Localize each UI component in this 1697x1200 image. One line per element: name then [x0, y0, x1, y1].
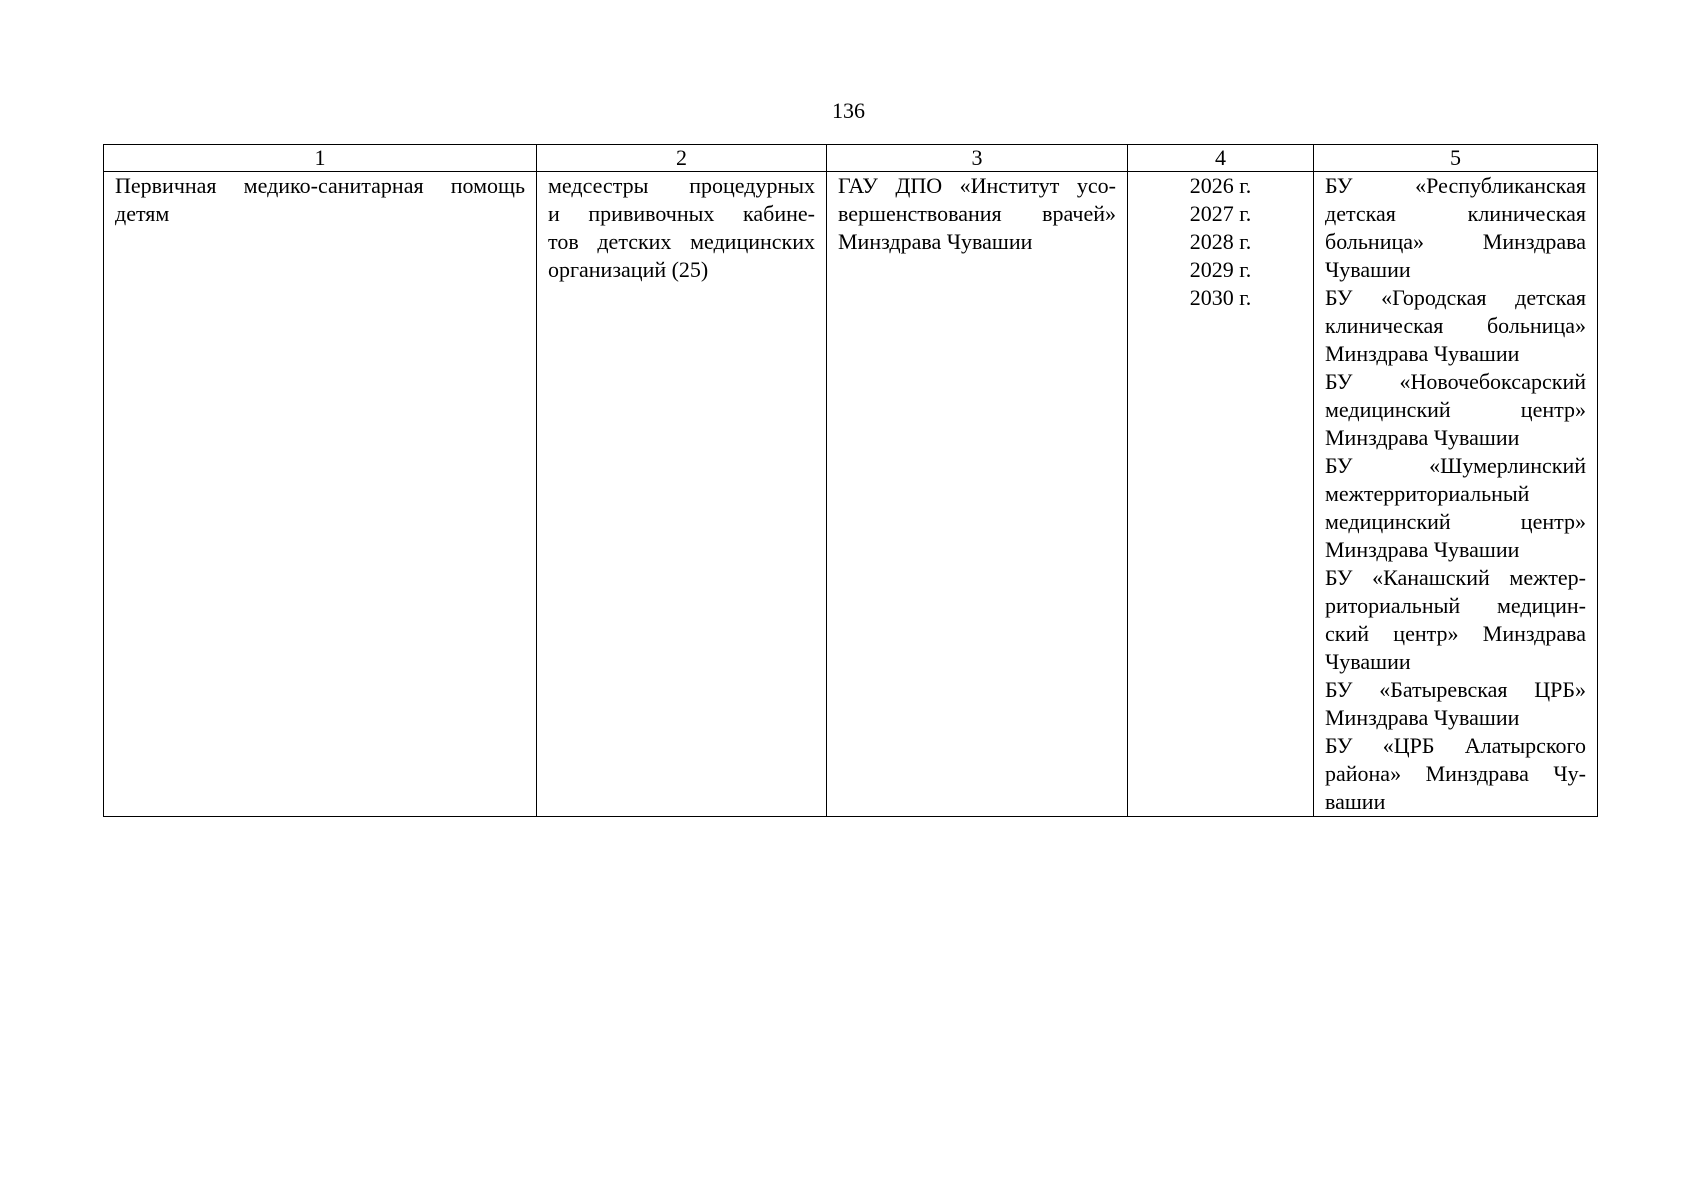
cell-training-institution	[827, 172, 1128, 817]
organization-line: риториальный медицин-	[1325, 593, 1586, 618]
organization-line: БУ «Республиканская	[1325, 173, 1586, 198]
specialists-line: медсестры процедурных	[548, 173, 815, 198]
column-header-3: 3	[827, 145, 1128, 172]
cell-years	[1128, 172, 1314, 817]
organization-line: Чувашии	[1325, 257, 1411, 282]
specialists-line: тов детских медицинских	[548, 229, 815, 254]
organization-line: БУ «Городская детская	[1325, 285, 1586, 310]
column-header-5: 5	[1314, 145, 1598, 172]
year-item: 2029 г.	[1189, 257, 1252, 282]
column-header-1: 1	[104, 145, 537, 172]
organization-line: БУ «Шумерлинский	[1325, 453, 1586, 478]
organization-line: БУ «Батыревская ЦРБ»	[1325, 677, 1586, 702]
organization-line: Чувашии	[1325, 649, 1411, 674]
organization-line: БУ «Канашский межтер-	[1325, 565, 1586, 590]
organization-line: Минздрава Чувашии	[1325, 425, 1520, 450]
organization-line: района» Минздрава Чу-	[1325, 761, 1586, 786]
year-item: 2026 г.	[1189, 173, 1252, 198]
organization-line: ский центр» Минздрава	[1325, 621, 1586, 646]
year-item: 2030 г.	[1189, 285, 1252, 310]
document-table	[103, 144, 1598, 817]
organization-line: вашии	[1325, 789, 1386, 814]
organization-line: клиническая больница»	[1325, 313, 1586, 338]
organization-line: Минздрава Чувашии	[1325, 537, 1520, 562]
care-type-text: Первичная медико-санитарная помощь детям	[115, 173, 525, 226]
year-item: 2028 г.	[1189, 229, 1252, 254]
specialists-line: и прививочных кабине-	[548, 201, 815, 226]
table-row	[104, 172, 1598, 817]
organization-line: медицинский центр»	[1325, 397, 1586, 422]
organization-line: межтерриториальный	[1325, 481, 1530, 506]
cell-specialists	[537, 172, 827, 817]
specialists-line: организаций (25)	[548, 257, 709, 282]
cell-care-type	[104, 172, 537, 817]
column-header-4: 4	[1128, 145, 1314, 172]
organization-line: больница» Минздрава	[1325, 229, 1586, 254]
organization-line: Минздрава Чувашии	[1325, 341, 1520, 366]
year-item: 2027 г.	[1189, 201, 1252, 226]
institution-line: вершенствования врачей»	[838, 201, 1116, 226]
organization-line: БУ «Новочебоксарский	[1325, 369, 1586, 394]
institution-line: Минздрава Чувашии	[838, 229, 1033, 254]
institution-line: ГАУ ДПО «Институт усо-	[838, 173, 1116, 198]
organization-line: БУ «ЦРБ Алатырского	[1325, 733, 1586, 758]
table-header-row	[104, 145, 1598, 172]
column-header-2: 2	[537, 145, 827, 172]
organization-line: медицинский центр»	[1325, 509, 1586, 534]
organization-line: Минздрава Чувашии	[1325, 705, 1520, 730]
cell-medical-organizations	[1314, 172, 1598, 817]
organization-line: детская клиническая	[1325, 201, 1586, 226]
page-number: 136	[832, 98, 865, 123]
